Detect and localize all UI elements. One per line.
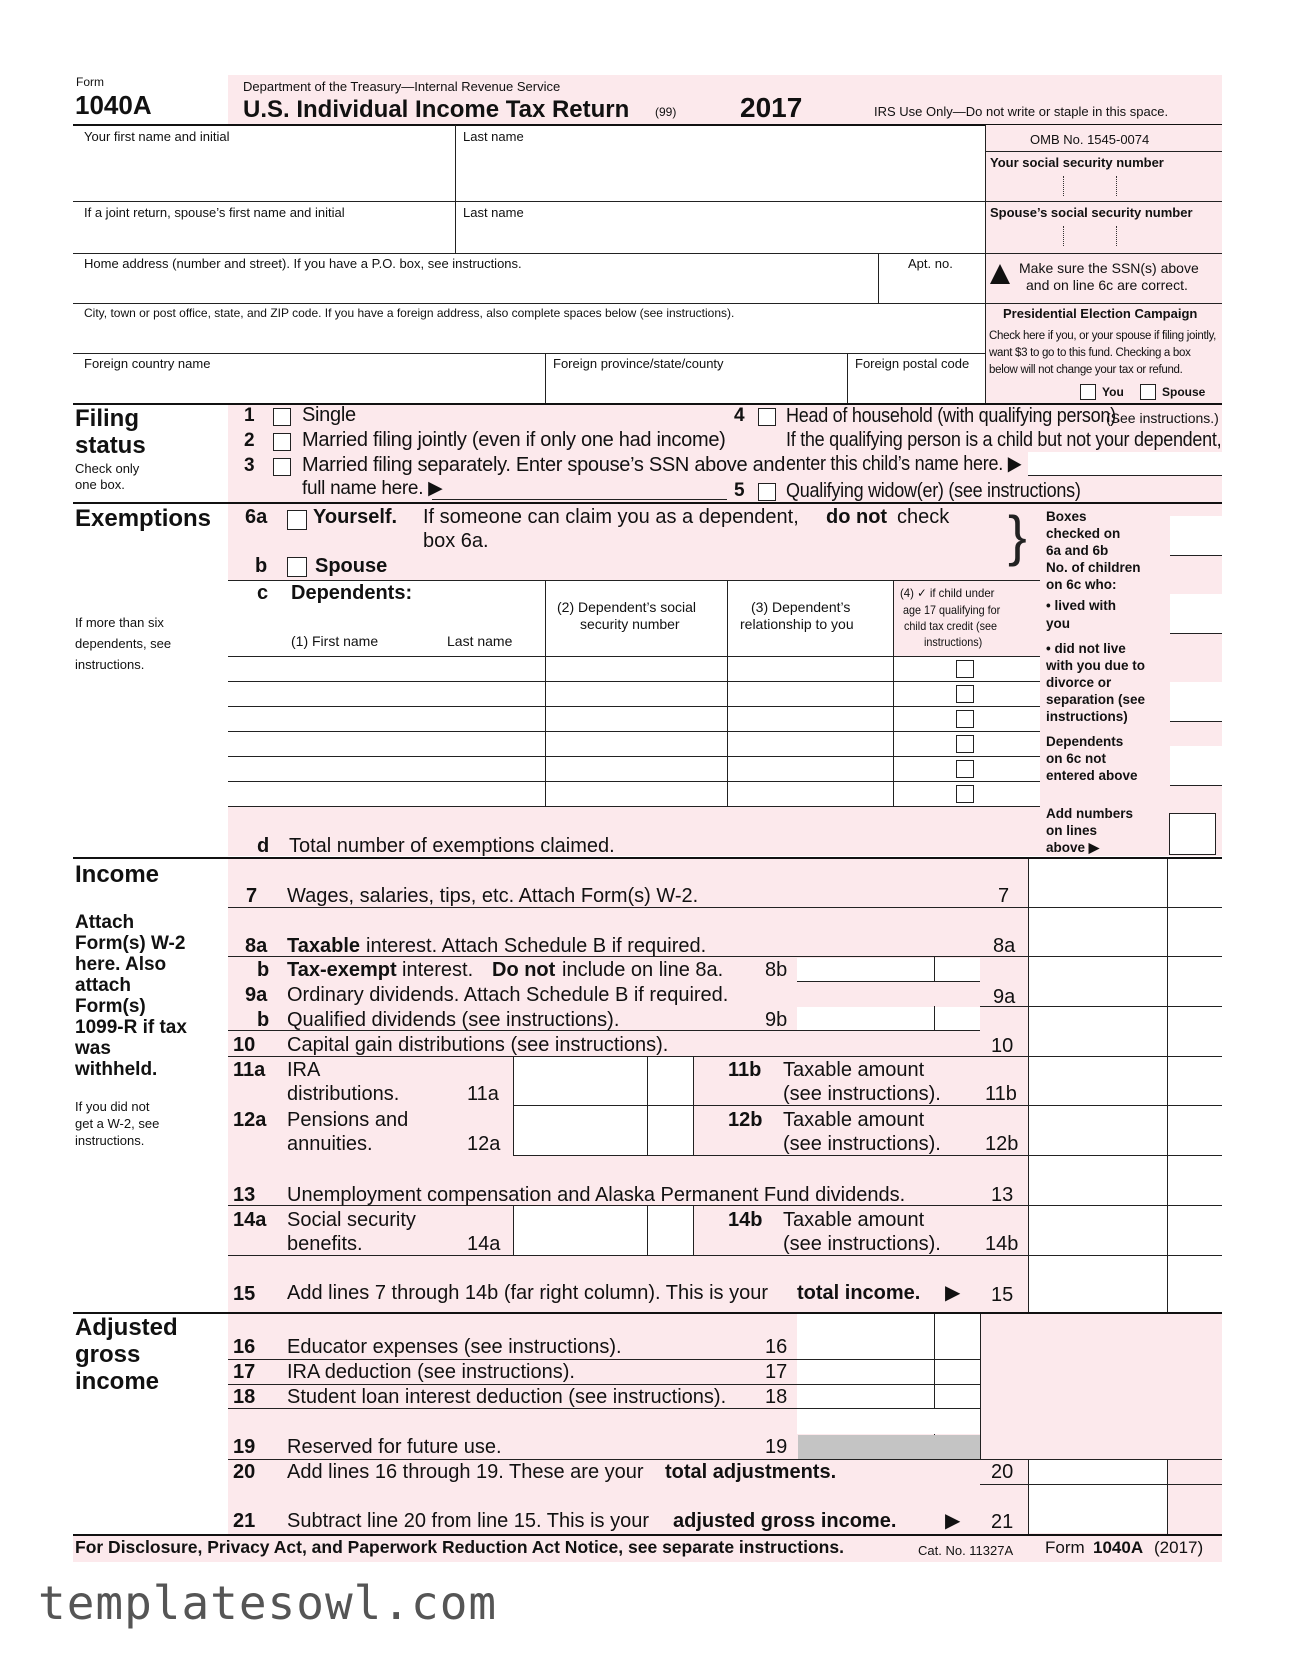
dep-3-ctc-checkbox[interactable] (956, 710, 974, 728)
line-13-label: Unemployment compensation and Alaska Permanent Fund dividends. (287, 1184, 906, 1206)
spouse-last-name-label: Last name (463, 205, 524, 220)
line-15-ref: 15 (991, 1284, 1014, 1306)
did-not-live-label: with you due to (1046, 658, 1145, 673)
did-not-live-field[interactable] (1170, 682, 1222, 722)
yourself-note: check (897, 506, 950, 528)
form-title-code: (99) (655, 105, 677, 119)
dependents-not-entered-label: on 6c not (1046, 751, 1106, 766)
attach-note: Form(s) W-2 (75, 933, 186, 954)
dependent-row (228, 706, 1040, 707)
line-14a-label: Social security (287, 1209, 416, 1231)
arrow-right-icon: ▶ (945, 1510, 961, 1532)
line-19-ref: 19 (765, 1436, 788, 1458)
dependents-not-entered-field[interactable] (1170, 746, 1222, 786)
spouse-first-name-label: If a joint return, spouse’s first name and initial (84, 205, 345, 220)
divider (228, 1384, 980, 1385)
attach-note: attach (75, 975, 131, 996)
line-number: 16 (233, 1336, 256, 1358)
more-than-six-note: dependents, see (75, 636, 172, 651)
divider (228, 580, 1040, 581)
spouse-label: Spouse (315, 555, 388, 577)
line-19-label: Reserved for future use. (287, 1436, 502, 1458)
line-14b-label: Taxable amount (783, 1209, 925, 1231)
dep-col4-header: age 17 qualifying for (903, 603, 1001, 617)
ssn-separator (1063, 226, 1064, 246)
fs-number: 5 (734, 480, 745, 501)
pec-you-label: You (1102, 385, 1124, 399)
form-year: 2017 (740, 92, 803, 123)
first-name-field[interactable] (74, 145, 454, 200)
attach-note: Form(s) (75, 996, 146, 1017)
divider (73, 201, 1222, 202)
divider (934, 1006, 935, 1030)
line-10-amount[interactable] (1029, 1007, 1167, 1056)
omb-number: OMB No. 1545-0074 (1030, 132, 1150, 147)
line-21-bold: adjusted gross income. (673, 1510, 897, 1532)
line-16-label: Educator expenses (see instructions). (287, 1336, 622, 1358)
line-8a-label: interest. Attach Schedule B if required. (366, 935, 707, 957)
lived-with-label: you (1046, 616, 1071, 631)
line-11a-ref: 11a (467, 1083, 499, 1105)
no-w2-note: instructions. (75, 1133, 145, 1148)
line-11b-label: (see instructions). (783, 1083, 941, 1105)
line-7-label: Wages, salaries, tips, etc. Attach Form(s) W-2. (287, 885, 699, 907)
divider (228, 1359, 980, 1360)
line-7-amount[interactable] (1029, 860, 1167, 907)
line-15-amount[interactable] (1029, 1256, 1167, 1312)
attach-note: Attach (75, 912, 135, 933)
line-15-label: Add lines 7 through 14b (far right column). This is your (287, 1282, 768, 1304)
line-17-label: IRA deduction (see instructions). (287, 1361, 575, 1383)
line-12b-label: Taxable amount (783, 1109, 925, 1131)
divider (228, 1030, 980, 1031)
divider (985, 125, 986, 405)
line-13-ref: 13 (991, 1184, 1014, 1206)
fs-number: 1 (244, 405, 255, 426)
line-18-ref: 18 (765, 1386, 788, 1408)
line-number: 8a (245, 935, 268, 957)
dep-4-ctc-checkbox[interactable] (956, 735, 974, 753)
pec-title: Presidential Election Campaign (1003, 306, 1198, 321)
foreign-country-label: Foreign country name (84, 356, 211, 371)
irs-use-only: IRS Use Only—Do not write or staple in this space. (874, 104, 1169, 119)
divider (455, 125, 456, 253)
line-11b-ref: 11b (985, 1083, 1017, 1105)
fs-qw-checkbox[interactable] (758, 483, 776, 501)
home-address-label: Home address (number and street). If you have a P.O. box, see instructions. (84, 256, 522, 271)
line-number: b (257, 959, 270, 981)
fs-hoh-see-instructions: (See instructions.) (1106, 410, 1219, 426)
line-11a-amount[interactable] (513, 1057, 693, 1105)
line-12b-label: (see instructions). (783, 1133, 941, 1155)
dependent-row (228, 756, 1040, 757)
divider (73, 253, 1222, 254)
foreign-province-label: Foreign province/state/county (553, 356, 724, 371)
line-9b-ref: 9b (765, 1009, 788, 1031)
line-21-amount[interactable] (1029, 1485, 1167, 1533)
no-w2-note: If you did not (75, 1099, 150, 1114)
divider (73, 303, 1222, 304)
did-not-live-label: • did not live (1046, 641, 1126, 656)
footer-year: (2017) (1154, 1538, 1204, 1557)
dependent-row (228, 781, 1040, 782)
ssn-separator (1116, 176, 1117, 196)
add-numbers-label: Add numbers (1046, 806, 1134, 821)
agi-title: income (75, 1368, 160, 1395)
line-number: 6a (245, 506, 268, 528)
line-20-ref: 20 (991, 1461, 1014, 1483)
income-title: Income (75, 861, 160, 888)
more-than-six-note: If more than six (75, 615, 164, 630)
line-number: 11a (233, 1059, 266, 1081)
pec-you-checkbox[interactable] (1080, 384, 1096, 400)
divider (878, 253, 879, 303)
fs-child-name-field[interactable] (1028, 452, 1222, 476)
dep-col2-header: (2) Dependent’s social (557, 599, 697, 615)
fs-mfs-checkbox[interactable] (273, 458, 291, 476)
divider (545, 580, 546, 806)
divider (797, 981, 980, 982)
pec-spouse-checkbox[interactable] (1140, 384, 1156, 400)
line-17-ref: 17 (765, 1361, 788, 1383)
divider (228, 656, 1040, 657)
fs-qw-label: Qualifying widow(er) (see instructions) (786, 480, 1081, 502)
divider (513, 1056, 514, 1105)
line-10-label: Capital gain distributions (see instructions). (287, 1034, 669, 1056)
line-21-ref: 21 (991, 1511, 1014, 1533)
fs-single-checkbox[interactable] (273, 408, 291, 426)
dep-col1-first: (1) First name (291, 633, 379, 649)
fs-hoh-checkbox[interactable] (758, 408, 776, 426)
line-10-ref: 10 (991, 1035, 1014, 1057)
divider (73, 353, 985, 354)
divider (985, 151, 1222, 152)
line-number: 14a (233, 1209, 267, 1231)
department: Department of the Treasury—Internal Revenue Service (243, 79, 561, 94)
first-name-label: Your first name and initial (84, 129, 230, 144)
line-11a-label: distributions. (287, 1083, 400, 1105)
line-8a-bold: Taxable (287, 935, 360, 957)
line-number: 12b (728, 1109, 763, 1131)
line-number: 18 (233, 1386, 256, 1408)
line-20-amount[interactable] (1029, 1460, 1167, 1484)
dep-col4-header: child tax credit (see (904, 619, 998, 633)
line-9a-ref: 9a (993, 986, 1016, 1008)
lived-with-field[interactable] (1170, 594, 1222, 634)
spouse-ssn-label: Spouse’s social security number (990, 205, 1193, 220)
attach-note: withheld. (75, 1059, 158, 1080)
fs-mfs-label: Married filing separately. Enter spouse’s SSN above and (302, 454, 786, 476)
city-label: City, town or post office, state, and ZIP code. If you have a foreign address, also complete spaces below (see instructions). (84, 306, 735, 320)
add-numbers-label: on lines (1046, 823, 1098, 838)
line-9a-label: Ordinary dividends. Attach Schedule B if required. (287, 984, 729, 1006)
fs-number: 2 (244, 430, 255, 451)
line-number: b (255, 555, 268, 577)
line-19-reserved-shading (798, 1435, 980, 1459)
children-label: on 6c who: (1046, 577, 1117, 592)
line-number: 19 (233, 1436, 256, 1458)
catalog-number: Cat. No. 11327A (918, 1543, 1014, 1558)
more-than-six-note: instructions. (75, 657, 145, 672)
ssn-label: Your social security number (990, 155, 1164, 170)
dep-2-ctc-checkbox[interactable] (956, 685, 974, 703)
divider (980, 1314, 981, 1459)
line-13-amount[interactable] (1029, 1156, 1167, 1205)
line-9a-amount[interactable] (1029, 957, 1167, 1006)
agi-title: Adjusted (75, 1314, 178, 1341)
line-12a-label: annuities. (287, 1133, 373, 1155)
ssn-separator (1063, 176, 1064, 196)
line-15-bold: total income. (797, 1282, 921, 1304)
divider (647, 1105, 648, 1155)
attach-note: here. Also (75, 954, 167, 975)
spouse-checkbox[interactable] (287, 557, 307, 577)
pec-text: Check here if you, or your spouse if filing jointly, want $3 to go to this fund. Checking a box below will not change your tax or refund. (989, 330, 1217, 376)
line-number: 7 (246, 885, 258, 907)
fs-hoh-label: enter this child’s name here. ▶ (786, 453, 1022, 475)
dependents-label: Dependents: (291, 582, 413, 604)
line-20-bold: total adjustments. (665, 1461, 837, 1483)
foreign-postal-label: Foreign postal code (855, 356, 970, 371)
line-12a-label: Pensions and (287, 1109, 409, 1131)
last-name-label: Last name (463, 129, 524, 144)
line-number: c (257, 582, 269, 604)
line-number: b (257, 1009, 270, 1031)
dep-1-ctc-checkbox[interactable] (956, 660, 974, 678)
fs-mfj-label: Married filing jointly (even if only one had income) (302, 429, 726, 451)
did-not-live-label: divorce or (1046, 675, 1112, 690)
arrow-right-icon: ▶ (945, 1282, 961, 1304)
line-14b-amount[interactable] (1029, 1206, 1167, 1255)
line-9b-label: Qualified dividends (see instructions). (287, 1009, 620, 1031)
filing-status-title: status (75, 432, 146, 459)
line-20-label: Add lines 16 through 19. These are your (287, 1461, 644, 1483)
line-8b-amount[interactable] (797, 958, 980, 981)
line-11b-label: Taxable amount (783, 1059, 925, 1081)
line-8b-do-not: Do not (492, 959, 556, 981)
last-name-field[interactable] (458, 145, 983, 200)
line-12a-ref: 12a (467, 1133, 501, 1155)
line-number: 12a (233, 1109, 267, 1131)
line-number: 10 (233, 1034, 256, 1056)
fs-mfs-label: full name here. ▶ (302, 478, 443, 499)
line-number: 13 (233, 1184, 256, 1206)
line-14b-label: (see instructions). (783, 1233, 941, 1255)
apt-no-label: Apt. no. (908, 256, 953, 271)
attach-note: 1099-R if tax (75, 1017, 187, 1038)
line-14a-amount[interactable] (513, 1206, 693, 1255)
line-number: 9a (245, 984, 268, 1006)
yourself-checkbox[interactable] (287, 510, 307, 530)
footer-form-word: Form (1045, 1538, 1085, 1557)
line-11a-label: IRA (287, 1059, 321, 1081)
children-label: No. of children (1046, 560, 1141, 575)
filing-status-title: Filing (75, 405, 139, 432)
agi-title: gross (75, 1341, 141, 1368)
line-14a-label: benefits. (287, 1233, 363, 1255)
dependent-row (228, 806, 1040, 807)
divider (647, 1056, 648, 1105)
divider (893, 580, 894, 806)
line-18-label: Student loan interest deduction (see instructions). (287, 1386, 727, 1408)
dep-col4-header: (4) ✓ if child under (900, 586, 995, 600)
boxes-checked-label: 6a and 6b (1046, 543, 1109, 558)
line-11b-amount[interactable] (1029, 1057, 1167, 1105)
check-only-note: Check only (75, 461, 140, 476)
warning-triangle-icon (990, 264, 1010, 284)
dep-6-ctc-checkbox[interactable] (956, 785, 974, 803)
fs-mfj-checkbox[interactable] (273, 433, 291, 451)
divider (545, 353, 546, 403)
dep-col2-header: security number (580, 616, 680, 632)
line-number: 21 (233, 1510, 256, 1532)
yourself-note-bold: do not (826, 506, 888, 528)
no-w2-note: get a W-2, see (75, 1116, 160, 1131)
line-number: 14b (728, 1209, 763, 1231)
footer-form-number: 1040A (1093, 1538, 1144, 1557)
dep-5-ctc-checkbox[interactable] (956, 760, 974, 778)
line-7-ref: 7 (998, 885, 1010, 907)
divider (934, 957, 935, 981)
boxes-checked-field[interactable] (1170, 516, 1222, 556)
lived-with-label: • lived with (1046, 598, 1116, 613)
divider (693, 1105, 694, 1155)
yourself-note: box 6a. (423, 530, 489, 552)
yourself-note: If someone can claim you as a dependent, (423, 506, 799, 528)
line-8b-ref: 8b (765, 959, 788, 981)
line-number: 17 (233, 1361, 256, 1383)
dep-col3-header: (3) Dependent’s (751, 599, 851, 615)
form-title: U.S. Individual Income Tax Return (243, 96, 630, 123)
line-16-amount[interactable] (797, 1314, 980, 1408)
line-number: 20 (233, 1461, 256, 1483)
line-12b-ref: 12b (985, 1133, 1019, 1155)
divider (693, 1205, 694, 1255)
divider (647, 1205, 648, 1255)
boxes-checked-label: checked on (1046, 526, 1121, 541)
divider (513, 1105, 514, 1155)
line-12a-amount[interactable] (513, 1106, 693, 1155)
ssn-warning-line-1: Make sure the SSN(s) above (1019, 260, 1199, 276)
line-16-ref: 16 (765, 1336, 788, 1358)
dependents-not-entered-label: Dependents (1046, 734, 1124, 749)
line-8b-label: interest. (402, 959, 474, 981)
line-12b-amount[interactable] (1029, 1106, 1167, 1155)
line-number: d (257, 835, 270, 857)
divider (1167, 859, 1168, 1313)
line-18-amount[interactable] (797, 1409, 980, 1434)
line-number: 15 (233, 1283, 256, 1305)
disclosure-notice: For Disclosure, Privacy Act, and Paperwork Reduction Act Notice, see separate instructions. (75, 1537, 844, 1557)
boxes-checked-label: Boxes (1046, 509, 1087, 524)
line-9b-amount[interactable] (797, 1007, 980, 1030)
did-not-live-label: instructions) (1046, 709, 1128, 724)
dependent-row (228, 731, 1040, 732)
line-number: 11b (728, 1059, 762, 1081)
brace-icon: } (1008, 504, 1027, 567)
line-8a-ref: 8a (993, 935, 1016, 957)
divider (847, 353, 848, 403)
line-14a-ref: 14a (467, 1233, 501, 1255)
dependent-row (228, 681, 1040, 682)
dep-col4-header: instructions) (924, 635, 983, 649)
form-word: Form (76, 75, 104, 89)
ssn-separator (1116, 226, 1117, 246)
dependents-not-entered-label: entered above (1046, 768, 1138, 783)
exemptions-title: Exemptions (75, 505, 212, 532)
line-8b-label: include on line 8a. (562, 959, 724, 981)
total-exemptions-label: Total number of exemptions claimed. (289, 835, 615, 857)
fs-number: 4 (734, 405, 745, 426)
fs-number: 3 (244, 455, 255, 476)
line-14b-ref: 14b (985, 1233, 1019, 1255)
divider (727, 580, 728, 806)
fs-hoh-label: Head of household (with qualifying person). (786, 405, 1121, 427)
divider (1167, 1459, 1168, 1534)
fs-single-label: Single (302, 404, 356, 426)
form-number: 1040A (75, 90, 152, 120)
line-21-label: Subtract line 20 from line 15. This is your (287, 1510, 650, 1532)
dep-col3-header: relationship to you (740, 616, 854, 632)
yourself-label: Yourself. (313, 506, 398, 528)
total-exemptions-field[interactable] (1169, 813, 1216, 855)
line-8b-bold: Tax-exempt (287, 959, 397, 981)
ssn-warning-line-2: and on line 6c are correct. (1026, 277, 1188, 293)
divider (513, 1205, 514, 1255)
attach-note: was (75, 1038, 111, 1059)
divider (693, 1056, 694, 1105)
pec-spouse-label: Spouse (1162, 385, 1206, 399)
fs-spouse-name-field[interactable] (432, 499, 727, 500)
add-numbers-label: above ▶ (1046, 840, 1100, 855)
watermark: templatesowl.com (38, 1576, 498, 1630)
check-only-note: one box. (75, 477, 125, 492)
did-not-live-label: separation (see (1046, 692, 1146, 707)
fs-hoh-label: If the qualifying person is a child but not your dependent, (786, 429, 1222, 451)
dep-col1-last: Last name (447, 633, 513, 649)
line-8a-amount[interactable] (1029, 908, 1167, 956)
